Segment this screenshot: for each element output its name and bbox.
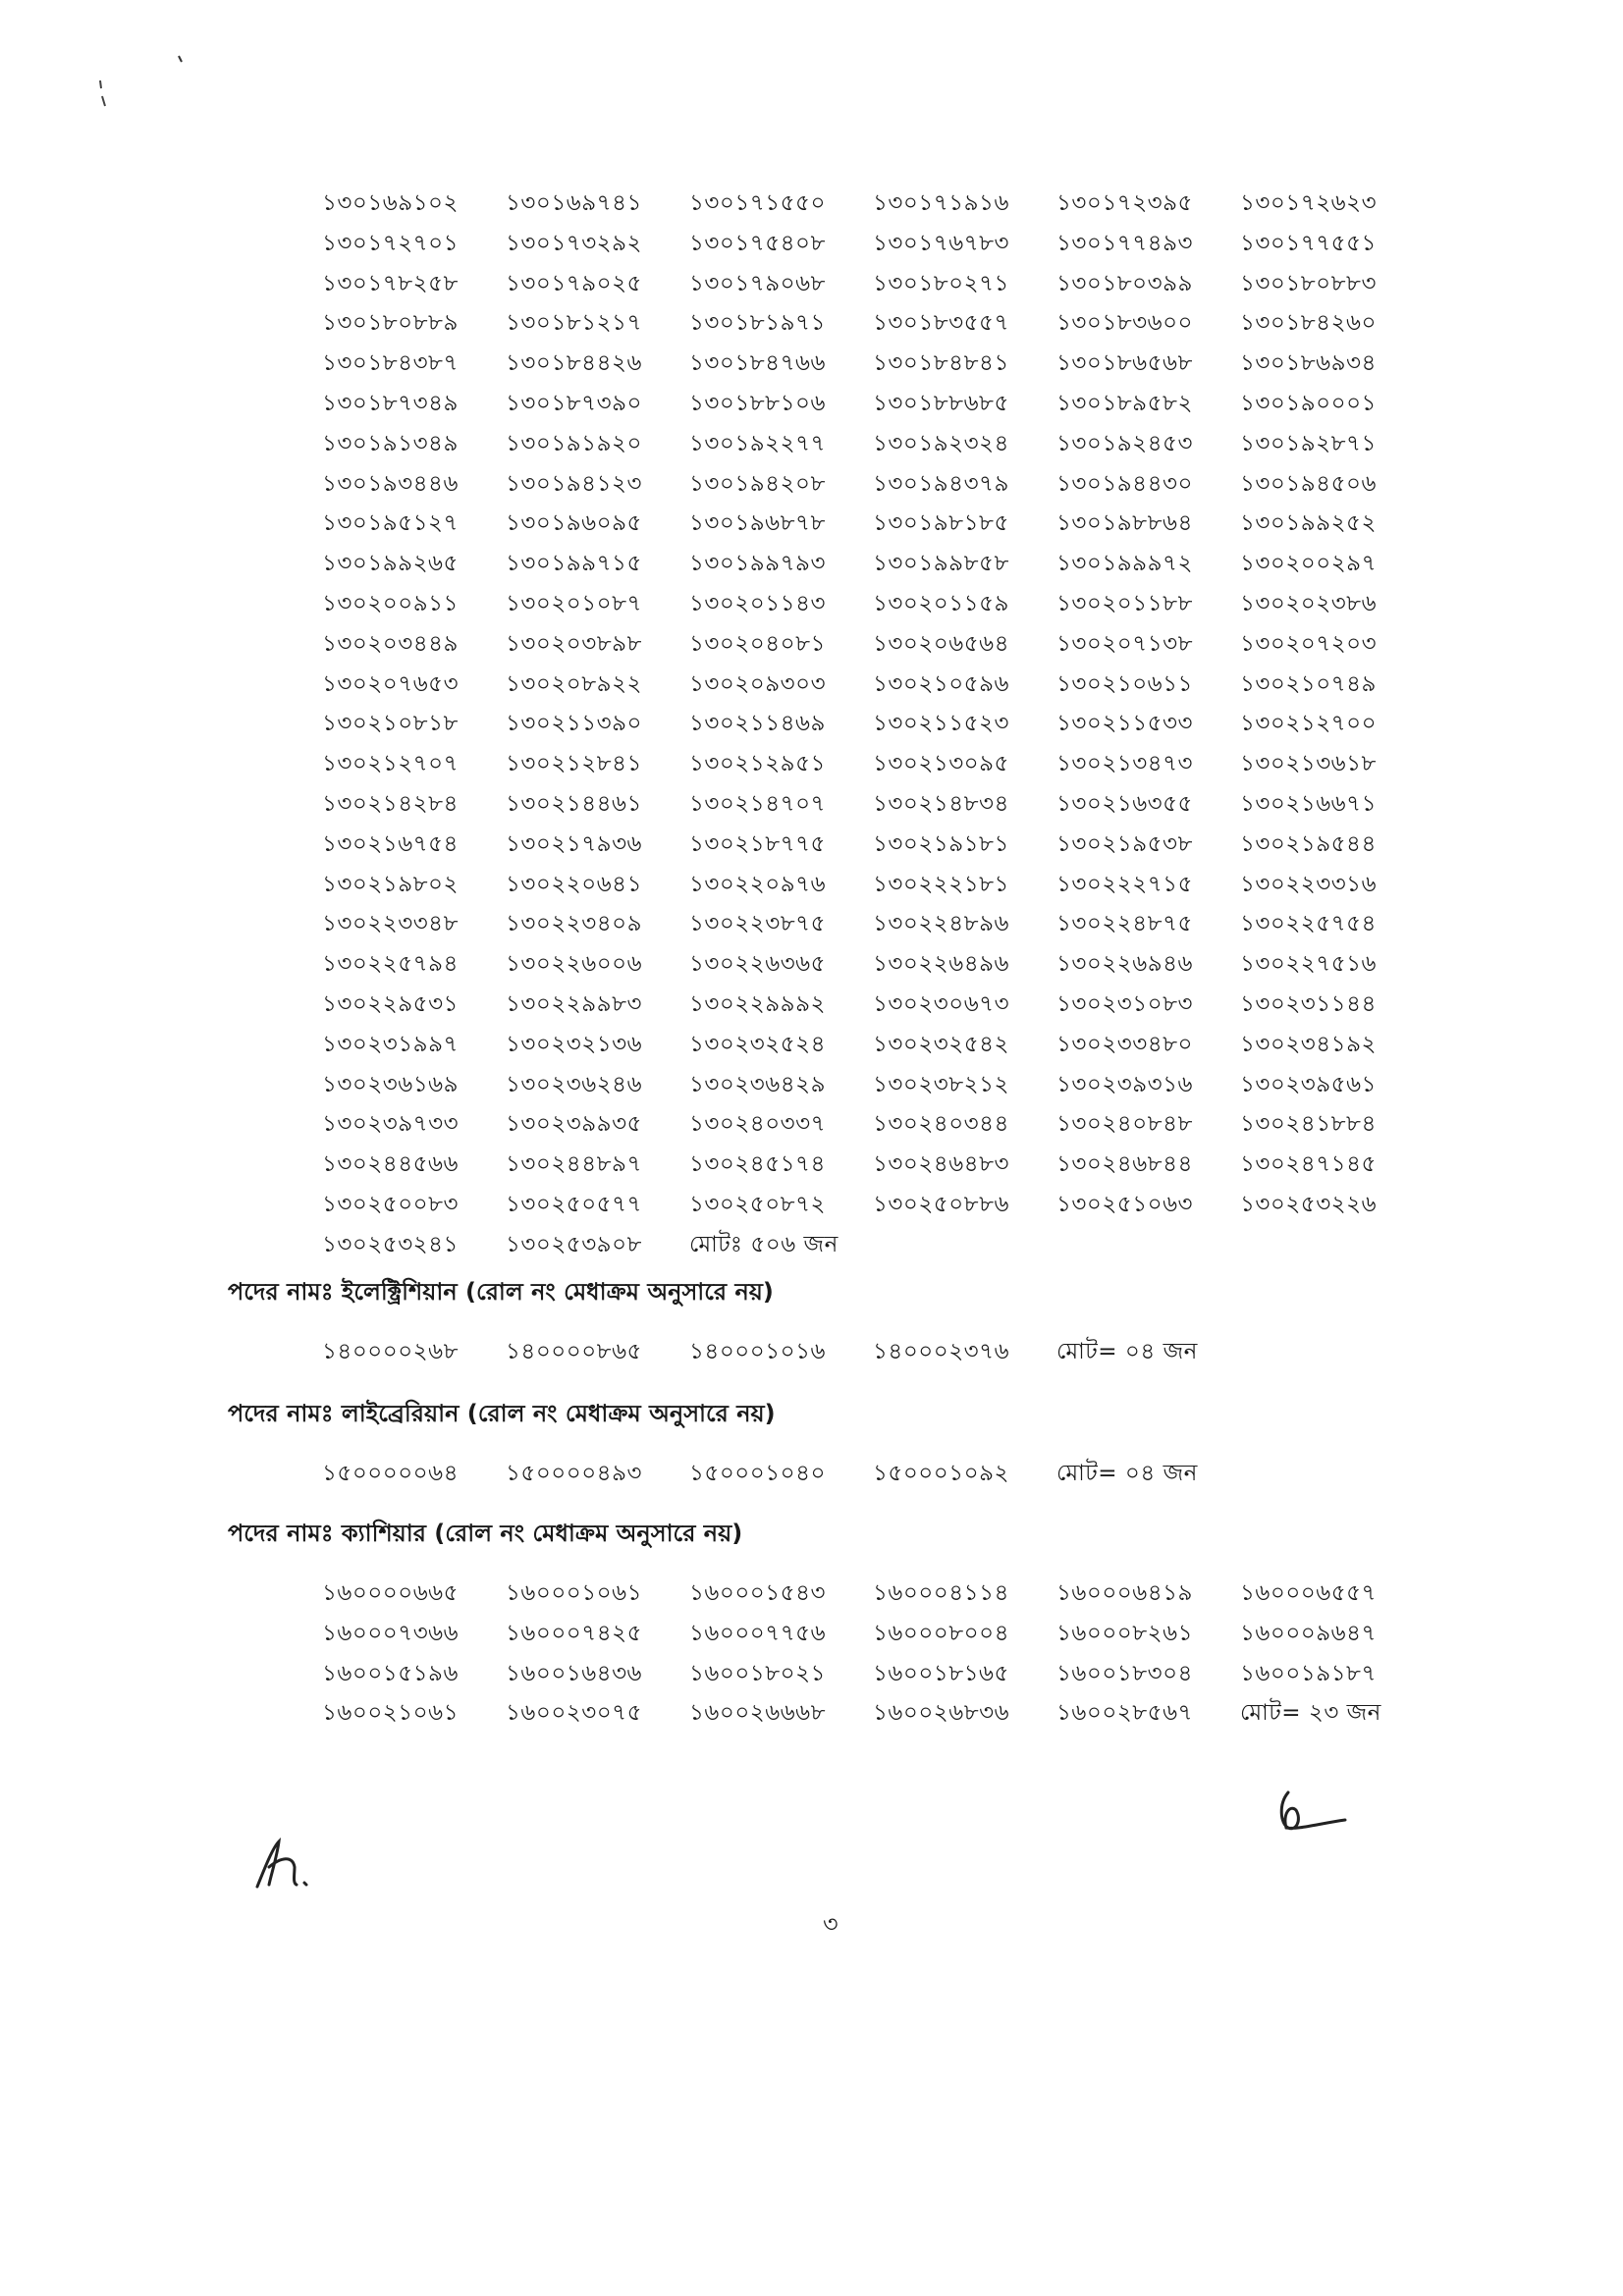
roll-number: ১৩০১৭১৫৫০ (689, 190, 826, 216)
roll-list-cashier (322, 1575, 1424, 1735)
roll-number: ১৩০১৯৮১৮৫ (873, 510, 1009, 537)
roll-number: ১৩০১৭৬৭৮৩ (873, 230, 1010, 256)
roll-number: ১৩০১৭৭৫৫১ (1240, 230, 1377, 256)
roll-number: ১৩০১৬৯১০২ (322, 190, 459, 216)
roll-number: ১৩০১৭৩২৯২ (506, 230, 643, 256)
roll-number: ১৩০১৮৯৫৮২ (1056, 390, 1193, 416)
roll-number: ১৩০২১১৫২৩ (873, 711, 1009, 737)
roll-number: ১৩০২৩২৫৪২ (873, 1031, 1010, 1057)
roll-number: ১৩০২১২৮৪১ (506, 751, 642, 777)
roll-number: ১৩০২২৬৩৬৫ (689, 951, 827, 978)
roll-number: ১৩০২২৯৯৮৩ (506, 990, 642, 1017)
roll-number: ১৩০১৯৯২৬৫ (322, 551, 459, 577)
roll-number: ১৩০২৩০৬৭৩ (873, 990, 1010, 1017)
roll-number: ১৩০২৩২৫২৪ (689, 1031, 827, 1057)
roll-number: ১৬০০২৬৬৬৮ (689, 1700, 827, 1727)
roll-number: ১৩০২২৫৭৫৪ (1240, 911, 1377, 937)
roll-number: ১৩০১৯৯২৫২ (1240, 510, 1377, 537)
roll-number: ১৩০১৭২৭০১ (322, 230, 460, 256)
roll-number: ১৫০০০০৪৯৩ (506, 1461, 642, 1486)
roll-number: ১৩০২৪৫১৭৪ (689, 1151, 826, 1178)
roll-number: ১৬০০০১০৬১ (506, 1580, 643, 1606)
roll-number: ১৩০২২২৭১৫ (1056, 871, 1194, 897)
roll-number: ১৩০১৯৯৯৭২ (1056, 551, 1193, 577)
roll-number: ১৩০২২৩৮৭৫ (689, 911, 827, 937)
roll-number: ১৩০১৯২২৭৭ (689, 430, 827, 456)
roll-number: ১৩০২২০৬৪১ (506, 871, 643, 897)
roll-number: ১৬০০০৮০০৪ (873, 1620, 1010, 1646)
roll-number: ১৫০০০১০৪০ (689, 1461, 826, 1486)
roll-number: ১৩০২০০২৯৭ (1240, 551, 1378, 577)
roll-number: ১৩০২৪০৮৪৮ (1056, 1111, 1193, 1138)
roll-number: ১৬০০০৬৪১৯ (1056, 1580, 1193, 1606)
roll-number: ১৩০১৮১৯৭১ (689, 310, 826, 337)
roll-number: ১৩০১৭৭৪৯৩ (1056, 230, 1193, 256)
roll-number: ১৩০২৫০০৮৩ (322, 1191, 460, 1217)
roll-number: ১৩০২২৯৫৩১ (322, 990, 459, 1017)
roll-number: ১৩০২০১১৫৯ (873, 590, 1009, 616)
roll-number: ১৩০২১৩০৯৫ (873, 751, 1009, 777)
roll-number: ১৩০২৫১০৬৩ (1056, 1191, 1194, 1217)
roll-number: ১৩০২৪০৩৩৭ (689, 1111, 827, 1138)
roll-number: ১৩০১৮১২১৭ (506, 310, 642, 337)
scan-speck-icon (96, 79, 108, 114)
roll-number: ১৩০২০৭৬৫৩ (322, 670, 460, 697)
roll-number: ১৩০১৮৪৭৬৬ (689, 350, 826, 377)
roll-number: ১৩০২৩৯৫৬১ (1240, 1071, 1377, 1097)
roll-number: ১৩০২১৩৪৭৩ (1056, 751, 1194, 777)
roll-number: ১৩০১৯১৩৪৯ (322, 430, 459, 456)
roll-number: ১৬০০১৮১৬৫ (873, 1660, 1009, 1686)
roll-number: ১৩০২২২১৮১ (873, 871, 1009, 897)
roll-number: ১৩০১৮৭৩৪৯ (322, 390, 459, 416)
roll-number: ১৬০০০৭৩৬৬ (322, 1620, 460, 1646)
roll-number: ১৩০২০৭১৩৮ (1056, 630, 1194, 657)
roll-number: ১৩০২৩৬৪২৯ (689, 1071, 827, 1097)
roll-number: ১৩০১৮০২৭১ (873, 270, 1009, 296)
roll-number: ১৩০১৯২৮৭১ (1240, 430, 1377, 456)
roll-number: ১৩০২১৩৬১৮ (1240, 751, 1377, 777)
roll-number: ১৩০১৯৪৪৩০ (1056, 470, 1193, 497)
roll-number: ১৬০০১৯১৮৭ (1240, 1660, 1377, 1686)
roll-number: ১৩০১৮০৩৯৯ (1056, 270, 1193, 296)
roll-number: ১৩০২০০৯১১ (322, 590, 459, 616)
roll-number: ১৩০২১৯৫৪৪ (1240, 830, 1377, 857)
roll-number: ১৬০০০৭৭৫৬ (689, 1620, 827, 1646)
roll-number: ১৩০২২৯৯৯২ (689, 990, 826, 1017)
roll-number: ১৩০২১২৭০০ (1240, 711, 1378, 737)
roll-number: ১৩০২৪৪৫৬৬ (322, 1151, 459, 1178)
roll-number: ১৩০১৮৮৬৮৫ (873, 390, 1009, 416)
roll-number: ১৩০১৯৬৮৭৮ (689, 510, 826, 537)
roll-number: ১৩০১৯৯৭১৫ (506, 551, 642, 577)
roll-number: ১৬০০১৫১৯৬ (322, 1660, 459, 1686)
roll-number: ১৩০২০১১৪৩ (689, 590, 826, 616)
roll-number: ১৩০২২০৯৭৬ (689, 871, 827, 897)
roll-number: ১৩০২৫০৮৮৬ (873, 1191, 1009, 1217)
roll-number: ১৩০১৭২৬২৩ (1240, 190, 1378, 216)
roll-number: ১৩০২৩১১৪৪ (1240, 990, 1377, 1017)
roll-number: ১৬০০২৮৫৬৭ (1056, 1700, 1194, 1727)
total-count: মোট= ০৪ জন (1056, 1339, 1198, 1364)
roll-number: ১৩০২৩৩৪৮০ (1056, 1031, 1194, 1057)
roll-number: ১৩০২৩৪১৯২ (1240, 1031, 1377, 1057)
roll-number: ১৩০১৮৩৬০০ (1056, 310, 1194, 337)
roll-number: ১৩০২১৬৩৫৫ (1056, 790, 1193, 817)
roll-number: ১৩০২২৬০০৬ (506, 951, 643, 978)
roll-number: ১৩০১৯৪৩৭৯ (873, 470, 1009, 497)
roll-number: ১৩০২২৫৭৯৪ (322, 951, 459, 978)
roll-number: ১৩০১৭৯০৬৮ (689, 270, 826, 296)
total-count: মোট= ০৪ জন (1056, 1461, 1198, 1486)
roll-number: ১৩০২১২৭০৭ (322, 751, 460, 777)
roll-number: ১৩০২৫০৮৭২ (689, 1191, 827, 1217)
roll-number: ১৪০০০০২৬৮ (322, 1339, 460, 1364)
roll-list-librarian (322, 1455, 1424, 1495)
roll-number: ১৩০২৩৯৩১৬ (1056, 1071, 1194, 1097)
roll-number: ১৩০১৮৪৪২৬ (506, 350, 642, 377)
roll-number: ১৩০২১১৫৩৩ (1056, 711, 1193, 737)
roll-number: ১৩০২৪৭১৪৫ (1240, 1151, 1377, 1178)
roll-number: ১৩০২০১১৮৮ (1056, 590, 1193, 616)
roll-number: ১৫০০০১০৯২ (873, 1461, 1009, 1486)
roll-number: ১৬০০২৬৮৩৬ (873, 1700, 1010, 1727)
roll-number: ১৩০২০৮৯২২ (506, 670, 643, 697)
roll-number: ১৪০০০২৩৭৬ (873, 1339, 1010, 1364)
roll-number: ১৩০২৩৯৭৩৩ (322, 1111, 460, 1138)
roll-number: ১৩০২৫৩২৪১ (322, 1231, 459, 1257)
roll-number: ১৩০২৩৮২১২ (873, 1071, 1010, 1097)
roll-number: ১৩০১৭৫৪০৮ (689, 230, 826, 256)
roll-number: ১৩০২৪৪৮৯৭ (506, 1151, 642, 1178)
roll-number: ১৩০১৮৩৫৫৭ (873, 310, 1009, 337)
roll-number: ১৪০০০০৮৬৫ (506, 1339, 642, 1364)
roll-number: ১৩০২১২৯৫১ (689, 751, 826, 777)
roll-number: ১৩০২০৭২০৩ (1240, 630, 1378, 657)
roll-number: ১৩০২১৯১৮১ (873, 830, 1009, 857)
roll-number: ১৩০২৪১৮৮৪ (1240, 1111, 1377, 1138)
roll-number: ১৩০২১০৬১১ (1056, 670, 1193, 697)
roll-number: ১৬০০০৮২৬১ (1056, 1620, 1194, 1646)
section-heading-electrician: পদের নামঃ ইলেক্ট্রিশিয়ান (রোল নং মেধাক্রম অনুসারে নয়) (228, 1278, 774, 1306)
roll-number: ১৩০২৩৬১৬৯ (322, 1071, 460, 1097)
roll-number: ১৩০২১৭৯৩৬ (506, 830, 643, 857)
roll-number: ১৩০১৭৮২৫৮ (322, 270, 459, 296)
roll-number: ১৩০২০২৩৮৬ (1240, 590, 1378, 616)
roll-number: ১৩০১৮০৮৮৩ (1240, 270, 1377, 296)
roll-number: ১৩০১৯২৩২৪ (873, 430, 1009, 456)
roll-number: ১৩০২৫০৫৭৭ (506, 1191, 643, 1217)
total-count: মোটঃ ৫০৬ জন (689, 1231, 839, 1257)
roll-number: ১৩০২১৪৪৬১ (506, 790, 642, 817)
roll-number: ১৬০০১৮৩০৪ (1056, 1660, 1193, 1686)
roll-number: ১৩০১৯৪৫০৬ (1240, 470, 1377, 497)
roll-number: ১৩০২২৭৫১৬ (1240, 951, 1378, 978)
roll-number: ১৩০২৩৯৯৩৫ (506, 1111, 642, 1138)
roll-number: ১৬০০০৭৪২৫ (506, 1620, 643, 1646)
roll-number: ১৩০১৮৪৩৮৭ (322, 350, 459, 377)
roll-number: ১৩০২৫৩৯০৮ (506, 1231, 642, 1257)
roll-number: ১৩০২০৬৫৬৪ (873, 630, 1010, 657)
roll-number: ১৩০২১০৫৯৬ (873, 670, 1009, 697)
roll-number: ১৩০১৭১৯১৬ (873, 190, 1009, 216)
roll-number: ১৩০২৩৬২৪৬ (506, 1071, 643, 1097)
roll-number: ১৩০২০৯৩০৩ (689, 670, 827, 697)
roll-number: ১৩০২২৩৩১৬ (1240, 871, 1378, 897)
roll-number: ১৩০২২৬৪৯৬ (873, 951, 1010, 978)
roll-number: ১৩০২০৩৮৯৮ (506, 630, 642, 657)
section-heading-librarian: পদের নামঃ লাইব্রেরিয়ান (রোল নং মেধাক্রম অনুসারে নয়) (228, 1400, 776, 1427)
roll-number: ১৩০২১১৪৬৯ (689, 711, 826, 737)
roll-number: ১৬০০০১৫৪৩ (689, 1580, 826, 1606)
roll-list-electrician (322, 1333, 1424, 1373)
roll-number: ১৩০২৪৬৮৪৪ (1056, 1151, 1193, 1178)
roll-number: ১৩০২০৩৪৪৯ (322, 630, 459, 657)
total-count: মোট= ২৩ জন (1240, 1700, 1381, 1727)
roll-number: ১৩০১৯৪১২৩ (506, 470, 642, 497)
roll-number: ১৬০০২৩০৭৫ (506, 1700, 643, 1727)
roll-number: ১৩০২২৩৪০৯ (506, 911, 643, 937)
roll-number: ১৩০১৯৩৪৪৬ (322, 470, 459, 497)
roll-number: ১৪০০০১০১৬ (689, 1339, 826, 1364)
roll-number: ১৬০০০৯৬৪৭ (1240, 1620, 1378, 1646)
roll-number: ১৬০০১৮০২১ (689, 1660, 826, 1686)
roll-number: ১৩০২৪০৩৪৪ (873, 1111, 1009, 1138)
roll-number: ১৩০১৮৪৮৪১ (873, 350, 1009, 377)
roll-number: ১৩০২২৬৯৪৬ (1056, 951, 1194, 978)
roll-list-main (322, 185, 1424, 1266)
roll-number: ১৩০১৯০০০১ (1240, 390, 1377, 416)
roll-number: ১৩০২৫৩২২৬ (1240, 1191, 1378, 1217)
roll-number: ১৩০২১৯৮০২ (322, 871, 459, 897)
roll-number: ১৩০২১১৩৯০ (506, 711, 642, 737)
roll-number: ১৬০০১৬৪৩৬ (506, 1660, 643, 1686)
roll-number: ১৩০১৯৯৮৫৮ (873, 551, 1009, 577)
signature-mark-icon (1269, 1785, 1357, 1843)
roll-number: ১৩০২১৪৭০৭ (689, 790, 827, 817)
roll-number: ১৬০০০০৬৬৫ (322, 1580, 460, 1606)
roll-number: ১৩০২২৪৮৯৬ (873, 911, 1009, 937)
roll-number: ১৩০১৮৬৫৬৮ (1056, 350, 1193, 377)
roll-number: ১৩০১৯৪২০৮ (689, 470, 826, 497)
roll-number: ১৩০১৮৭৩৯০ (506, 390, 642, 416)
roll-number: ১৩০২২৩৩৪৮ (322, 911, 460, 937)
roll-number: ১৩০২১৬৬৭১ (1240, 790, 1378, 817)
roll-number: ১৩০১৯২৪৫৩ (1056, 430, 1193, 456)
roll-number: ১৬০০২১০৬১ (322, 1700, 460, 1727)
roll-number: ১৩০১৯৫১২৭ (322, 510, 459, 537)
roll-number: ১৩০২৩১০৮৩ (1056, 990, 1194, 1017)
roll-number: ১৬০০০৬৫৫৭ (1240, 1580, 1378, 1606)
roll-number: ১৩০২১৪২৮৪ (322, 790, 459, 817)
roll-number: ১৩০২১০৮১৮ (322, 711, 459, 737)
roll-number: ১৩০১৭৯০২৫ (506, 270, 642, 296)
roll-number: ১৬০০০৪১১৪ (873, 1580, 1009, 1606)
roll-number: ১৩০২২৪৮৭৫ (1056, 911, 1193, 937)
roll-number: ১৩০২০৪০৮১ (689, 630, 826, 657)
roll-number: ১৩০১৯১৯২০ (506, 430, 642, 456)
roll-number: ১৫০০০০০৬৪ (322, 1461, 460, 1486)
scan-speck-icon (177, 49, 185, 68)
roll-number: ১৩০২৩১৯৯৭ (322, 1031, 459, 1057)
roll-number: ১৩০২১৬৭৫৪ (322, 830, 459, 857)
roll-number: ১৩০১৮০৮৮৯ (322, 310, 459, 337)
roll-number: ১৩০১৮৪২৬০ (1240, 310, 1377, 337)
section-heading-cashier: পদের নামঃ ক্যাশিয়ার (রোল নং মেধাক্রম অনুসারে নয়) (228, 1520, 743, 1547)
roll-number: ১৩০২১৯৫৩৮ (1056, 830, 1193, 857)
signature-mark-icon (247, 1828, 336, 1896)
roll-number: ১৩০১৭২৩৯৫ (1056, 190, 1193, 216)
roll-number: ১৩০১৯৯৭৯৩ (689, 551, 826, 577)
roll-number: ১৩০২৩২১৩৬ (506, 1031, 643, 1057)
page-number: ৩ (823, 1910, 839, 1938)
roll-number: ১৩০২১৮৭৭৫ (689, 830, 826, 857)
roll-number: ১৩০২১৪৮৩৪ (873, 790, 1009, 817)
roll-number: ১৩০১৬৯৭৪১ (506, 190, 642, 216)
roll-number: ১৩০১৯৮৮৬৪ (1056, 510, 1193, 537)
roll-number: ১৩০২৪৬৪৮৩ (873, 1151, 1009, 1178)
roll-number: ১৩০১৮৮১০৬ (689, 390, 826, 416)
roll-number: ১৩০১৯৬০৯৫ (506, 510, 642, 537)
roll-number: ১৩০১৮৬৯৩৪ (1240, 350, 1377, 377)
roll-number: ১৩০২১০৭৪৯ (1240, 670, 1377, 697)
roll-number: ১৩০২০১০৮৭ (506, 590, 643, 616)
